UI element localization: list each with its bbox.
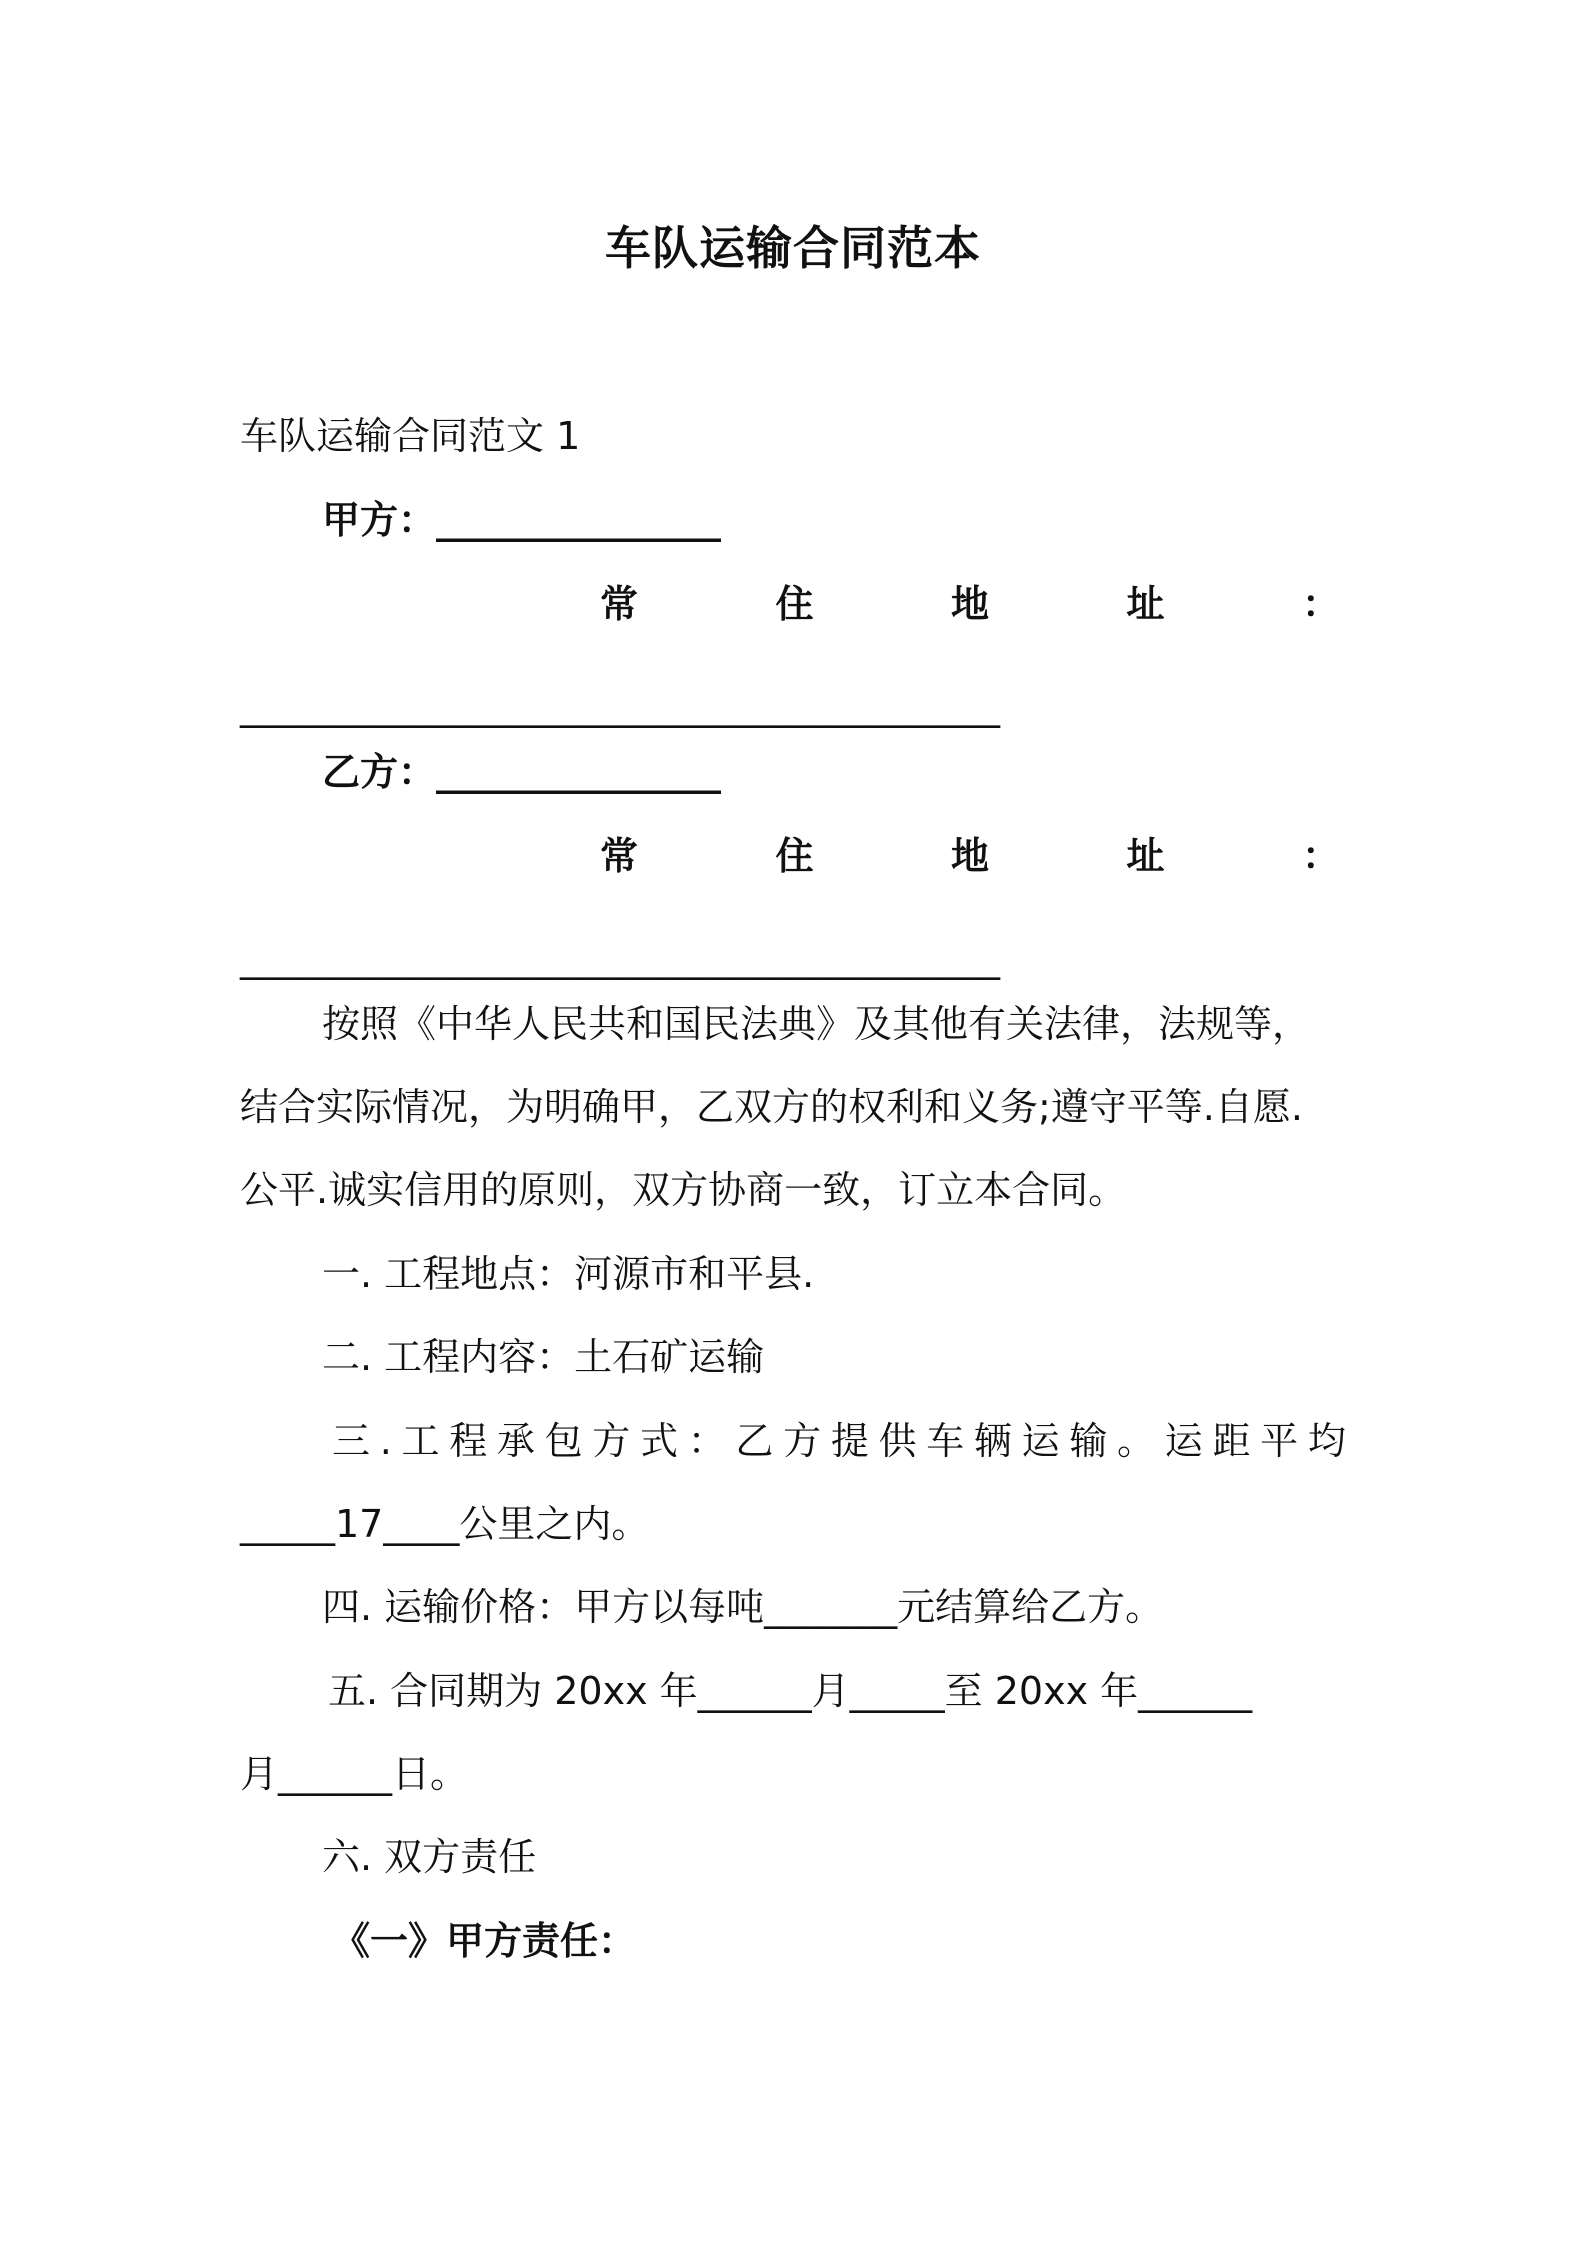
clause-char: 式 bbox=[640, 1419, 679, 1463]
address-char: ： bbox=[1301, 582, 1340, 626]
document-title: 车队运输合同范本 bbox=[605, 221, 981, 275]
clause-3-line-2: _____17____公里之内。 bbox=[240, 1502, 650, 1546]
contract-subtitle: 车队运输合同范文 1 bbox=[240, 414, 581, 458]
address-char: 住 bbox=[775, 582, 814, 626]
clause-char: 平 bbox=[1260, 1419, 1299, 1463]
preamble-line-3: 公平.诚实信用的原则，双方协商一致，订立本合同。 bbox=[240, 1168, 1127, 1212]
clause-char: 方 bbox=[592, 1419, 631, 1463]
clause-2-content: 二. 工程内容：土石矿运输 bbox=[322, 1335, 765, 1379]
clause-1-location: 一. 工程地点：河源市和平县. bbox=[322, 1252, 815, 1296]
preamble-line-1: 按照《中华人民共和国民法典》及其他有关法律，法规等， bbox=[322, 1002, 1311, 1046]
section-party-a-responsibilities: 《一》甲方责任： bbox=[332, 1919, 637, 1963]
clause-char: 距 bbox=[1212, 1419, 1251, 1463]
clause-char: 方 bbox=[783, 1419, 822, 1463]
party-b-address-blank: ________________________________________ bbox=[240, 936, 1000, 980]
address-char: 地 bbox=[950, 834, 989, 878]
address-char: 址 bbox=[1126, 834, 1165, 878]
address-char: ： bbox=[1301, 834, 1340, 878]
clause-char: 包 bbox=[544, 1419, 583, 1463]
party-a-address-label bbox=[600, 580, 1340, 628]
party-b-field: 乙方：_______________ bbox=[322, 750, 722, 794]
clause-char: 均 bbox=[1307, 1419, 1346, 1463]
clause-char: 程 bbox=[449, 1419, 488, 1463]
party-b-address-label bbox=[600, 832, 1340, 880]
clause-3-line-1 bbox=[332, 1417, 1346, 1465]
address-char: 住 bbox=[775, 834, 814, 878]
clause-char: ： bbox=[687, 1419, 726, 1463]
clause-char: 三 bbox=[332, 1419, 371, 1463]
address-char: 常 bbox=[600, 834, 639, 878]
clause-char: 运 bbox=[1021, 1419, 1060, 1463]
party-a-address-blank: ________________________________________ bbox=[240, 684, 1000, 728]
clause-5-line-1: 五. 合同期为 20xx 年______月_____至 20xx 年______ bbox=[328, 1669, 1253, 1713]
clause-char: 输 bbox=[1069, 1419, 1108, 1463]
clause-char: 。 bbox=[1117, 1419, 1156, 1463]
clause-6-responsibilities: 六. 双方责任 bbox=[322, 1835, 537, 1879]
clause-char: 辆 bbox=[973, 1419, 1012, 1463]
clause-5-line-2: 月______日。 bbox=[240, 1752, 469, 1796]
clause-char: 车 bbox=[926, 1419, 965, 1463]
address-char: 址 bbox=[1126, 582, 1165, 626]
clause-4-price: 四. 运输价格：甲方以每吨_______元结算给乙方。 bbox=[322, 1585, 1164, 1629]
party-a-field: 甲方：_______________ bbox=[322, 498, 722, 542]
address-char: 地 bbox=[950, 582, 989, 626]
preamble-line-2: 结合实际情况，为明确甲，乙双方的权利和义务;遵守平等.自愿. bbox=[240, 1085, 1303, 1129]
clause-char: 承 bbox=[496, 1419, 535, 1463]
clause-char: . bbox=[379, 1419, 392, 1463]
clause-char: 提 bbox=[830, 1419, 869, 1463]
clause-char: 乙 bbox=[735, 1419, 774, 1463]
clause-char: 运 bbox=[1164, 1419, 1203, 1463]
address-char: 常 bbox=[600, 582, 639, 626]
clause-char: 工 bbox=[401, 1419, 440, 1463]
clause-char: 供 bbox=[878, 1419, 917, 1463]
